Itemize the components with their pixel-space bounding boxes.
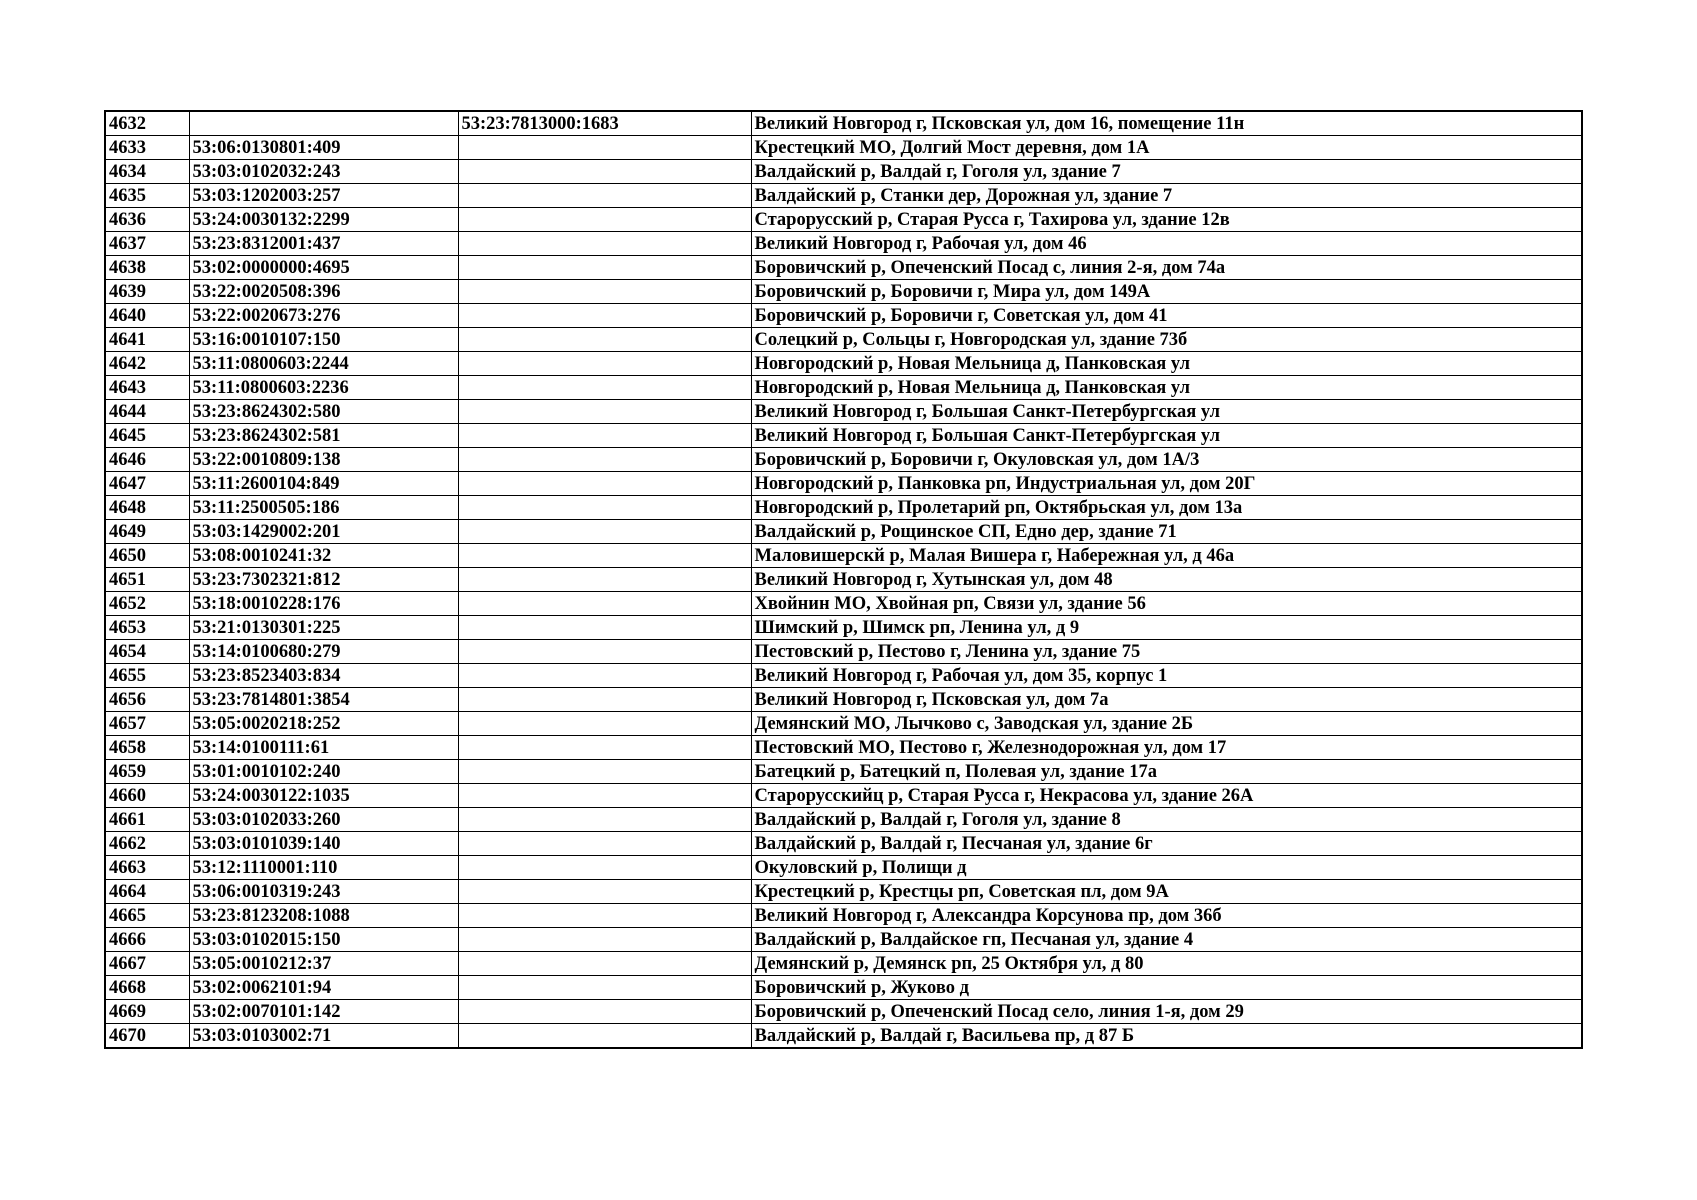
address-cell: Великий Новгород г, Псковская ул, дом 7а <box>751 688 1582 712</box>
table-row <box>105 1000 1582 1024</box>
row-number-cell: 4632 <box>105 111 189 136</box>
address-cell: Пестовский МО, Пестово г, Железнодорожная ул, дом 17 <box>751 736 1582 760</box>
parent-cadastral-number-cell <box>458 616 751 640</box>
table-row <box>105 424 1582 448</box>
table-row <box>105 976 1582 1000</box>
cadastral-number-cell: 53:11:0800603:2236 <box>189 376 458 400</box>
table-row <box>105 352 1582 376</box>
cadastral-number-cell <box>189 111 458 136</box>
row-number-cell: 4669 <box>105 1000 189 1024</box>
row-number-cell: 4634 <box>105 160 189 184</box>
cadastral-number-cell: 53:03:0102015:150 <box>189 928 458 952</box>
address-cell: Валдайский р, Валдай г, Гоголя ул, здание 8 <box>751 808 1582 832</box>
row-number-cell: 4647 <box>105 472 189 496</box>
row-number-cell: 4640 <box>105 304 189 328</box>
row-number-cell: 4638 <box>105 256 189 280</box>
address-cell: Солецкий р, Сольцы г, Новгородская ул, здание 73б <box>751 328 1582 352</box>
table-row <box>105 280 1582 304</box>
row-number-cell: 4642 <box>105 352 189 376</box>
parent-cadastral-number-cell <box>458 352 751 376</box>
table-row <box>105 184 1582 208</box>
address-cell: Пестовский р, Пестово г, Ленина ул, здание 75 <box>751 640 1582 664</box>
address-cell: Новгородский р, Новая Мельница д, Панковская ул <box>751 352 1582 376</box>
table-row <box>105 592 1582 616</box>
row-number-cell: 4667 <box>105 952 189 976</box>
parent-cadastral-number-cell <box>458 736 751 760</box>
cadastral-number-cell: 53:03:1429002:201 <box>189 520 458 544</box>
row-number-cell: 4641 <box>105 328 189 352</box>
row-number-cell: 4660 <box>105 784 189 808</box>
table-row <box>105 784 1582 808</box>
table-row <box>105 712 1582 736</box>
parent-cadastral-number-cell <box>458 784 751 808</box>
parent-cadastral-number-cell <box>458 1024 751 1049</box>
address-cell: Валдайский р, Валдай г, Песчаная ул, здание 6г <box>751 832 1582 856</box>
row-number-cell: 4637 <box>105 232 189 256</box>
table-row <box>105 136 1582 160</box>
cadastral-number-cell: 53:03:1202003:257 <box>189 184 458 208</box>
row-number-cell: 4651 <box>105 568 189 592</box>
cadastral-number-cell: 53:06:0010319:243 <box>189 880 458 904</box>
row-number-cell: 4635 <box>105 184 189 208</box>
parent-cadastral-number-cell <box>458 232 751 256</box>
property-registry-table <box>104 110 1583 1049</box>
address-cell: Валдайский р, Валдай г, Васильева пр, д 87 Б <box>751 1024 1582 1049</box>
address-cell: Валдайский р, Валдай г, Гоголя ул, здание 7 <box>751 160 1582 184</box>
row-number-cell: 4644 <box>105 400 189 424</box>
address-cell: Маловишерскй р, Малая Вишера г, Набережная ул, д 46а <box>751 544 1582 568</box>
table-row <box>105 376 1582 400</box>
parent-cadastral-number-cell <box>458 520 751 544</box>
cadastral-number-cell: 53:06:0130801:409 <box>189 136 458 160</box>
table-row <box>105 856 1582 880</box>
table-row <box>105 904 1582 928</box>
address-cell: Новгородский р, Панковка рп, Индустриальная ул, дом 20Г <box>751 472 1582 496</box>
parent-cadastral-number-cell <box>458 256 751 280</box>
address-cell: Боровичский р, Жуково д <box>751 976 1582 1000</box>
table-row <box>105 760 1582 784</box>
parent-cadastral-number-cell <box>458 568 751 592</box>
parent-cadastral-number-cell <box>458 160 751 184</box>
cadastral-number-cell: 53:23:7302321:812 <box>189 568 458 592</box>
address-cell: Демянский МО, Лычково с, Заводская ул, здание 2Б <box>751 712 1582 736</box>
cadastral-number-cell: 53:23:8123208:1088 <box>189 904 458 928</box>
table-row <box>105 544 1582 568</box>
table-row <box>105 880 1582 904</box>
parent-cadastral-number-cell <box>458 208 751 232</box>
table-row <box>105 952 1582 976</box>
cadastral-number-cell: 53:03:0102033:260 <box>189 808 458 832</box>
address-cell: Великий Новгород г, Большая Санкт-Петербургская ул <box>751 424 1582 448</box>
row-number-cell: 4654 <box>105 640 189 664</box>
table-row <box>105 160 1582 184</box>
table-row <box>105 304 1582 328</box>
row-number-cell: 4639 <box>105 280 189 304</box>
row-number-cell: 4646 <box>105 448 189 472</box>
address-cell: Валдайский р, Рощинское СП, Едно дер, здание 71 <box>751 520 1582 544</box>
address-cell: Боровичский р, Боровичи г, Окуловская ул, дом 1А/3 <box>751 448 1582 472</box>
cadastral-number-cell: 53:08:0010241:32 <box>189 544 458 568</box>
table-row <box>105 664 1582 688</box>
cadastral-number-cell: 53:23:8624302:580 <box>189 400 458 424</box>
table-row <box>105 832 1582 856</box>
cadastral-number-cell: 53:22:0020508:396 <box>189 280 458 304</box>
parent-cadastral-number-cell <box>458 472 751 496</box>
table-row <box>105 688 1582 712</box>
parent-cadastral-number-cell <box>458 640 751 664</box>
table-row <box>105 232 1582 256</box>
parent-cadastral-number-cell <box>458 544 751 568</box>
address-cell: Великий Новгород г, Псковская ул, дом 16, помещение 11н <box>751 111 1582 136</box>
address-cell: Крестецкий р, Крестцы рп, Советская пл, дом 9А <box>751 880 1582 904</box>
parent-cadastral-number-cell <box>458 496 751 520</box>
cadastral-number-cell: 53:03:0101039:140 <box>189 832 458 856</box>
row-number-cell: 4666 <box>105 928 189 952</box>
address-cell: Валдайский р, Станки дер, Дорожная ул, здание 7 <box>751 184 1582 208</box>
cadastral-number-cell: 53:03:0103002:71 <box>189 1024 458 1049</box>
table-row <box>105 208 1582 232</box>
address-cell: Старорусский р, Старая Русса г, Тахирова ул, здание 12в <box>751 208 1582 232</box>
row-number-cell: 4656 <box>105 688 189 712</box>
row-number-cell: 4649 <box>105 520 189 544</box>
parent-cadastral-number-cell <box>458 880 751 904</box>
parent-cadastral-number-cell <box>458 976 751 1000</box>
address-cell: Крестецкий МО, Долгий Мост деревня, дом 1А <box>751 136 1582 160</box>
row-number-cell: 4636 <box>105 208 189 232</box>
address-cell: Батецкий р, Батецкий п, Полевая ул, здание 17а <box>751 760 1582 784</box>
address-cell: Окуловский р, Полищи д <box>751 856 1582 880</box>
cadastral-number-cell: 53:24:0030132:2299 <box>189 208 458 232</box>
row-number-cell: 4650 <box>105 544 189 568</box>
address-cell: Боровичский р, Опеченский Посад с, линия 2-я, дом 74а <box>751 256 1582 280</box>
table-row <box>105 400 1582 424</box>
parent-cadastral-number-cell <box>458 688 751 712</box>
cadastral-number-cell: 53:18:0010228:176 <box>189 592 458 616</box>
cadastral-number-cell: 53:05:0020218:252 <box>189 712 458 736</box>
table-row <box>105 256 1582 280</box>
parent-cadastral-number-cell <box>458 832 751 856</box>
table-row <box>105 328 1582 352</box>
parent-cadastral-number-cell <box>458 136 751 160</box>
parent-cadastral-number-cell <box>458 280 751 304</box>
parent-cadastral-number-cell <box>458 304 751 328</box>
parent-cadastral-number-cell <box>458 184 751 208</box>
cadastral-number-cell: 53:21:0130301:225 <box>189 616 458 640</box>
parent-cadastral-number-cell <box>458 664 751 688</box>
parent-cadastral-number-cell <box>458 712 751 736</box>
parent-cadastral-number-cell: 53:23:7813000:1683 <box>458 111 751 136</box>
row-number-cell: 4658 <box>105 736 189 760</box>
address-cell: Великий Новгород г, Рабочая ул, дом 35, корпус 1 <box>751 664 1582 688</box>
address-cell: Великий Новгород г, Александра Корсунова пр, дом 36б <box>751 904 1582 928</box>
address-cell: Шимский р, Шимск рп, Ленина ул, д 9 <box>751 616 1582 640</box>
row-number-cell: 4670 <box>105 1024 189 1049</box>
parent-cadastral-number-cell <box>458 424 751 448</box>
parent-cadastral-number-cell <box>458 808 751 832</box>
cadastral-number-cell: 53:14:0100680:279 <box>189 640 458 664</box>
cadastral-number-cell: 53:03:0102032:243 <box>189 160 458 184</box>
row-number-cell: 4661 <box>105 808 189 832</box>
table-row <box>105 928 1582 952</box>
cadastral-number-cell: 53:22:0020673:276 <box>189 304 458 328</box>
parent-cadastral-number-cell <box>458 592 751 616</box>
cadastral-number-cell: 53:23:7814801:3854 <box>189 688 458 712</box>
cadastral-number-cell: 53:11:2500505:186 <box>189 496 458 520</box>
table-row <box>105 640 1582 664</box>
cadastral-number-cell: 53:24:0030122:1035 <box>189 784 458 808</box>
cadastral-number-cell: 53:23:8312001:437 <box>189 232 458 256</box>
row-number-cell: 4633 <box>105 136 189 160</box>
row-number-cell: 4657 <box>105 712 189 736</box>
address-cell: Боровичский р, Опеченский Посад село, линия 1-я, дом 29 <box>751 1000 1582 1024</box>
cadastral-number-cell: 53:14:0100111:61 <box>189 736 458 760</box>
parent-cadastral-number-cell <box>458 448 751 472</box>
cadastral-number-cell: 53:12:1110001:110 <box>189 856 458 880</box>
address-cell: Боровичский р, Боровичи г, Советская ул, дом 41 <box>751 304 1582 328</box>
row-number-cell: 4663 <box>105 856 189 880</box>
parent-cadastral-number-cell <box>458 904 751 928</box>
row-number-cell: 4664 <box>105 880 189 904</box>
table-row <box>105 616 1582 640</box>
registry-table-body <box>105 111 1582 1048</box>
cadastral-number-cell: 53:23:8624302:581 <box>189 424 458 448</box>
row-number-cell: 4645 <box>105 424 189 448</box>
cadastral-number-cell: 53:22:0010809:138 <box>189 448 458 472</box>
cadastral-number-cell: 53:11:0800603:2244 <box>189 352 458 376</box>
table-row <box>105 111 1582 136</box>
table-row <box>105 448 1582 472</box>
parent-cadastral-number-cell <box>458 856 751 880</box>
parent-cadastral-number-cell <box>458 952 751 976</box>
address-cell: Великий Новгород г, Рабочая ул, дом 46 <box>751 232 1582 256</box>
cadastral-number-cell: 53:01:0010102:240 <box>189 760 458 784</box>
address-cell: Новгородский р, Новая Мельница д, Панковская ул <box>751 376 1582 400</box>
parent-cadastral-number-cell <box>458 1000 751 1024</box>
row-number-cell: 4655 <box>105 664 189 688</box>
cadastral-number-cell: 53:16:0010107:150 <box>189 328 458 352</box>
cadastral-number-cell: 53:02:0062101:94 <box>189 976 458 1000</box>
table-row <box>105 520 1582 544</box>
row-number-cell: 4668 <box>105 976 189 1000</box>
row-number-cell: 4648 <box>105 496 189 520</box>
table-row <box>105 568 1582 592</box>
table-row <box>105 496 1582 520</box>
parent-cadastral-number-cell <box>458 928 751 952</box>
parent-cadastral-number-cell <box>458 400 751 424</box>
parent-cadastral-number-cell <box>458 760 751 784</box>
address-cell: Демянский р, Демянск рп, 25 Октября ул, д 80 <box>751 952 1582 976</box>
table-row <box>105 808 1582 832</box>
table-row <box>105 1024 1582 1049</box>
table-row <box>105 472 1582 496</box>
cadastral-number-cell: 53:02:0000000:4695 <box>189 256 458 280</box>
cadastral-number-cell: 53:23:8523403:834 <box>189 664 458 688</box>
address-cell: Великий Новгород г, Хутынская ул, дом 48 <box>751 568 1582 592</box>
row-number-cell: 4659 <box>105 760 189 784</box>
row-number-cell: 4643 <box>105 376 189 400</box>
address-cell: Хвойнин МО, Хвойная рп, Связи ул, здание 56 <box>751 592 1582 616</box>
address-cell: Старорусскийц р, Старая Русса г, Некрасова ул, здание 26А <box>751 784 1582 808</box>
address-cell: Валдайский р, Валдайское гп, Песчаная ул, здание 4 <box>751 928 1582 952</box>
row-number-cell: 4652 <box>105 592 189 616</box>
cadastral-number-cell: 53:02:0070101:142 <box>189 1000 458 1024</box>
parent-cadastral-number-cell <box>458 328 751 352</box>
address-cell: Боровичский р, Боровичи г, Мира ул, дом 149А <box>751 280 1582 304</box>
cadastral-number-cell: 53:11:2600104:849 <box>189 472 458 496</box>
cadastral-number-cell: 53:05:0010212:37 <box>189 952 458 976</box>
row-number-cell: 4665 <box>105 904 189 928</box>
table-row <box>105 736 1582 760</box>
address-cell: Великий Новгород г, Большая Санкт-Петербургская ул <box>751 400 1582 424</box>
address-cell: Новгородский р, Пролетарий рп, Октябрьская ул, дом 13а <box>751 496 1582 520</box>
row-number-cell: 4653 <box>105 616 189 640</box>
row-number-cell: 4662 <box>105 832 189 856</box>
parent-cadastral-number-cell <box>458 376 751 400</box>
